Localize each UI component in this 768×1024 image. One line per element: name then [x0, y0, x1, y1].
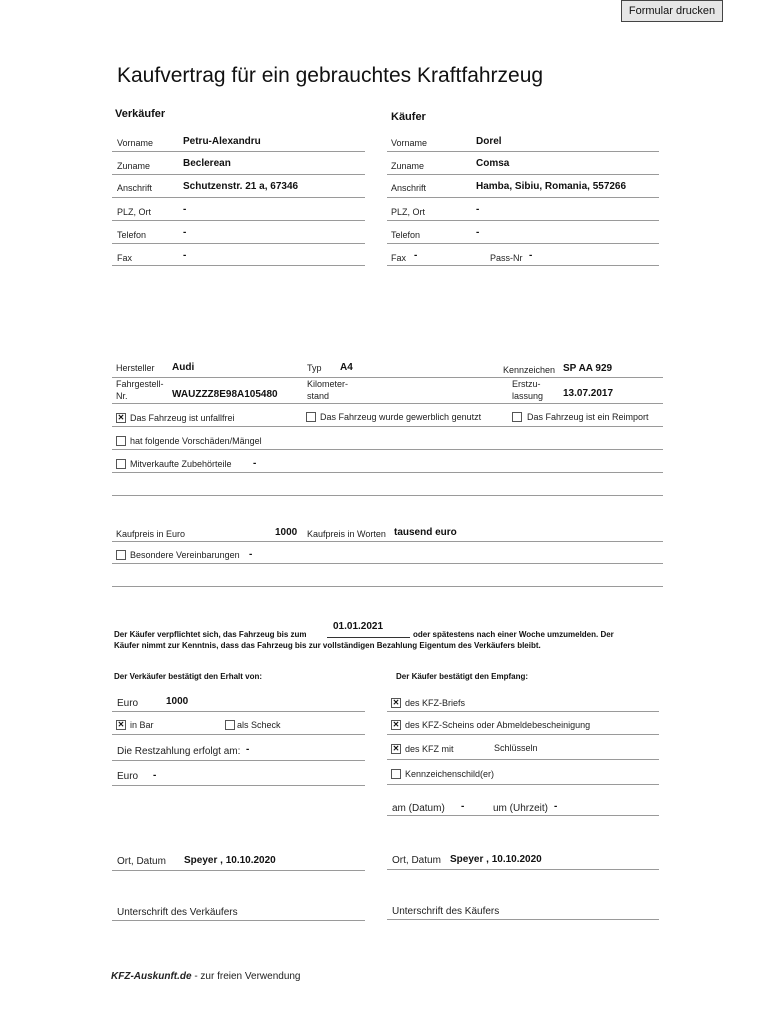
erstzulassung-field[interactable]: 13.07.2017	[563, 388, 614, 399]
buyer-telefon-field[interactable]: -	[476, 227, 480, 238]
seller-anschrift-label: Anschrift	[117, 183, 153, 193]
footer	[111, 971, 301, 982]
footer-text: - zur freien Verwendung	[191, 971, 301, 982]
buyer-receipt-heading: Der Käufer bestätigt den Empfang:	[396, 672, 529, 681]
uebergabe-uhrzeit-label: um (Uhrzeit)	[493, 803, 549, 814]
seller-ort-datum-field[interactable]: Speyer , 10.10.2020	[184, 855, 276, 866]
uebergabe-uhrzeit-field[interactable]: -	[554, 801, 558, 812]
erstzulassung-label-2: lassung	[512, 391, 544, 401]
seller-signature-label: Unterschrift des Verkäufers	[117, 907, 238, 918]
kfz-schein-checkbox[interactable]: ✕	[392, 720, 400, 729]
kfz-mit-label: des KFZ mit	[405, 744, 454, 754]
seller-fax-field[interactable]: -	[183, 250, 187, 261]
seller-heading: Verkäufer	[115, 108, 166, 120]
kaufpreis-euro-label: Kaufpreis in Euro	[116, 529, 186, 539]
kfz-brief-label: des KFZ-Briefs	[405, 698, 466, 708]
seller-telefon-field[interactable]: -	[183, 227, 187, 238]
gewerblich-checkbox[interactable]	[306, 412, 316, 422]
zubehoer-checkbox[interactable]	[116, 459, 126, 469]
ummelde-datum-field[interactable]: 01.01.2021	[333, 621, 384, 632]
print-form-button[interactable]: Formular drucken	[621, 0, 723, 22]
kfz-brief-checkbox[interactable]: ✕	[392, 698, 400, 707]
buyer-ort-datum-label: Ort, Datum	[392, 855, 441, 866]
typ-field[interactable]: A4	[340, 362, 353, 373]
buyer-ort-datum-field[interactable]: Speyer , 10.10.2020	[450, 854, 542, 865]
unfallfrei-label: Das Fahrzeug ist unfallfrei	[130, 413, 235, 423]
als-scheck-label: als Scheck	[237, 720, 281, 730]
legal-line-1b: oder spätestens nach einer Woche umzumelden. Der	[413, 630, 614, 639]
buyer-plz-label: PLZ, Ort	[391, 207, 426, 217]
erstzulassung-label-1: Erstzu-	[512, 379, 541, 389]
kennzeichenschild-label: Kennzeichenschild(er)	[405, 769, 495, 779]
kfz-mit-checkbox[interactable]: ✕	[392, 744, 400, 753]
reimport-checkbox[interactable]	[512, 412, 522, 422]
hersteller-label: Hersteller	[116, 363, 155, 373]
typ-label: Typ	[307, 363, 322, 373]
receipt-euro-field[interactable]: 1000	[166, 696, 189, 707]
buyer-passnr-field[interactable]: -	[529, 250, 533, 261]
unfallfrei-checkbox[interactable]: ✕	[117, 413, 125, 422]
buyer-fax-field[interactable]: -	[414, 250, 418, 261]
rest-euro-label: Euro	[117, 771, 139, 782]
seller-vorname-field[interactable]: Petru-Alexandru	[183, 136, 261, 147]
buyer-heading: Käufer	[391, 111, 426, 123]
vereinbarungen-label: Besondere Vereinbarungen	[130, 550, 240, 560]
gewerblich-label: Das Fahrzeug wurde gewerblich genutzt	[320, 412, 482, 422]
buyer-telefon-label: Telefon	[391, 230, 421, 240]
fahrgestell-label-2: Nr.	[116, 391, 128, 401]
schluessel-label: Schlüsseln	[494, 743, 538, 753]
seller-anschrift-field[interactable]: Schutzenstr. 21 a, 67346	[183, 181, 299, 192]
zubehoer-label: Mitverkaufte Zubehörteile	[130, 459, 232, 469]
rest-euro-field[interactable]: -	[153, 770, 157, 781]
buyer-vorname-label: Vorname	[391, 138, 428, 148]
fahrgestell-label-1: Fahrgestell-	[116, 379, 164, 389]
seller-telefon-label: Telefon	[117, 230, 147, 240]
seller-zuname-field[interactable]: Beclerean	[183, 158, 231, 169]
buyer-signature-label: Unterschrift des Käufers	[392, 906, 500, 917]
buyer-passnr-label: Pass-Nr	[490, 253, 523, 263]
zubehoer-field[interactable]: -	[253, 458, 257, 469]
buyer-fax-label: Fax	[391, 253, 407, 263]
kilometerstand-label-2: stand	[307, 391, 330, 401]
reimport-label: Das Fahrzeug ist ein Reimport	[527, 412, 649, 422]
buyer-zuname-field[interactable]: Comsa	[476, 158, 510, 169]
kaufpreis-worten-field[interactable]: tausend euro	[394, 527, 457, 538]
buyer-vorname-field[interactable]: Dorel	[476, 136, 502, 147]
vorschaeden-label: hat folgende Vorschäden/Mängel	[130, 436, 262, 446]
uebergabe-datum-field[interactable]: -	[461, 801, 465, 812]
kennzeichen-field[interactable]: SP AA 929	[563, 363, 613, 374]
hersteller-field[interactable]: Audi	[172, 362, 195, 373]
vorschaeden-checkbox[interactable]	[116, 436, 126, 446]
kilometerstand-label-1: Kilometer-	[307, 379, 349, 389]
legal-line-2: Käufer nimmt zur Kenntnis, dass das Fahrzeug bis zur vollständigen Bezahlung Eigentum des Verkäufers bleibt.	[114, 641, 541, 650]
restzahlung-field[interactable]: -	[246, 744, 250, 755]
in-bar-checkbox[interactable]: ✕	[117, 720, 125, 729]
seller-ort-datum-label: Ort, Datum	[117, 856, 166, 867]
seller-receipt-heading: Der Verkäufer bestätigt den Erhalt von:	[114, 672, 263, 681]
seller-vorname-label: Vorname	[117, 138, 154, 148]
buyer-anschrift-field[interactable]: Hamba, Sibiu, Romania, 557266	[476, 181, 627, 192]
seller-fax-label: Fax	[117, 253, 133, 263]
seller-plz-label: PLZ, Ort	[117, 207, 152, 217]
kaufpreis-worten-label: Kaufpreis in Worten	[307, 529, 386, 539]
buyer-zuname-label: Zuname	[391, 161, 425, 171]
in-bar-label: in Bar	[130, 720, 154, 730]
kaufpreis-euro-field[interactable]: 1000	[275, 527, 298, 538]
kennzeichen-label: Kennzeichen	[503, 365, 556, 375]
receipt-euro-label: Euro	[117, 698, 139, 709]
uebergabe-datum-label: am (Datum)	[392, 803, 445, 814]
vereinbarungen-field[interactable]: -	[249, 549, 253, 560]
fahrgestell-field[interactable]: WAUZZZ8E98A105480	[172, 389, 278, 400]
page-title: Kaufvertrag für ein gebrauchtes Kraftfahrzeug	[117, 64, 544, 87]
buyer-anschrift-label: Anschrift	[391, 183, 427, 193]
restzahlung-label: Die Restzahlung erfolgt am:	[117, 746, 241, 757]
buyer-plz-field[interactable]: -	[476, 204, 480, 215]
vereinbarungen-checkbox[interactable]	[116, 550, 126, 560]
legal-line-1a: Der Käufer verpflichtet sich, das Fahrzeug bis zum	[114, 630, 307, 639]
als-scheck-checkbox[interactable]	[225, 720, 235, 730]
kennzeichenschild-checkbox[interactable]	[391, 769, 401, 779]
seller-plz-field[interactable]: -	[183, 204, 187, 215]
kfz-schein-label: des KFZ-Scheins oder Abmeldebescheinigung	[405, 720, 591, 730]
footer-brand-link[interactable]: KFZ-Auskunft.de	[111, 971, 192, 982]
seller-zuname-label: Zuname	[117, 161, 151, 171]
